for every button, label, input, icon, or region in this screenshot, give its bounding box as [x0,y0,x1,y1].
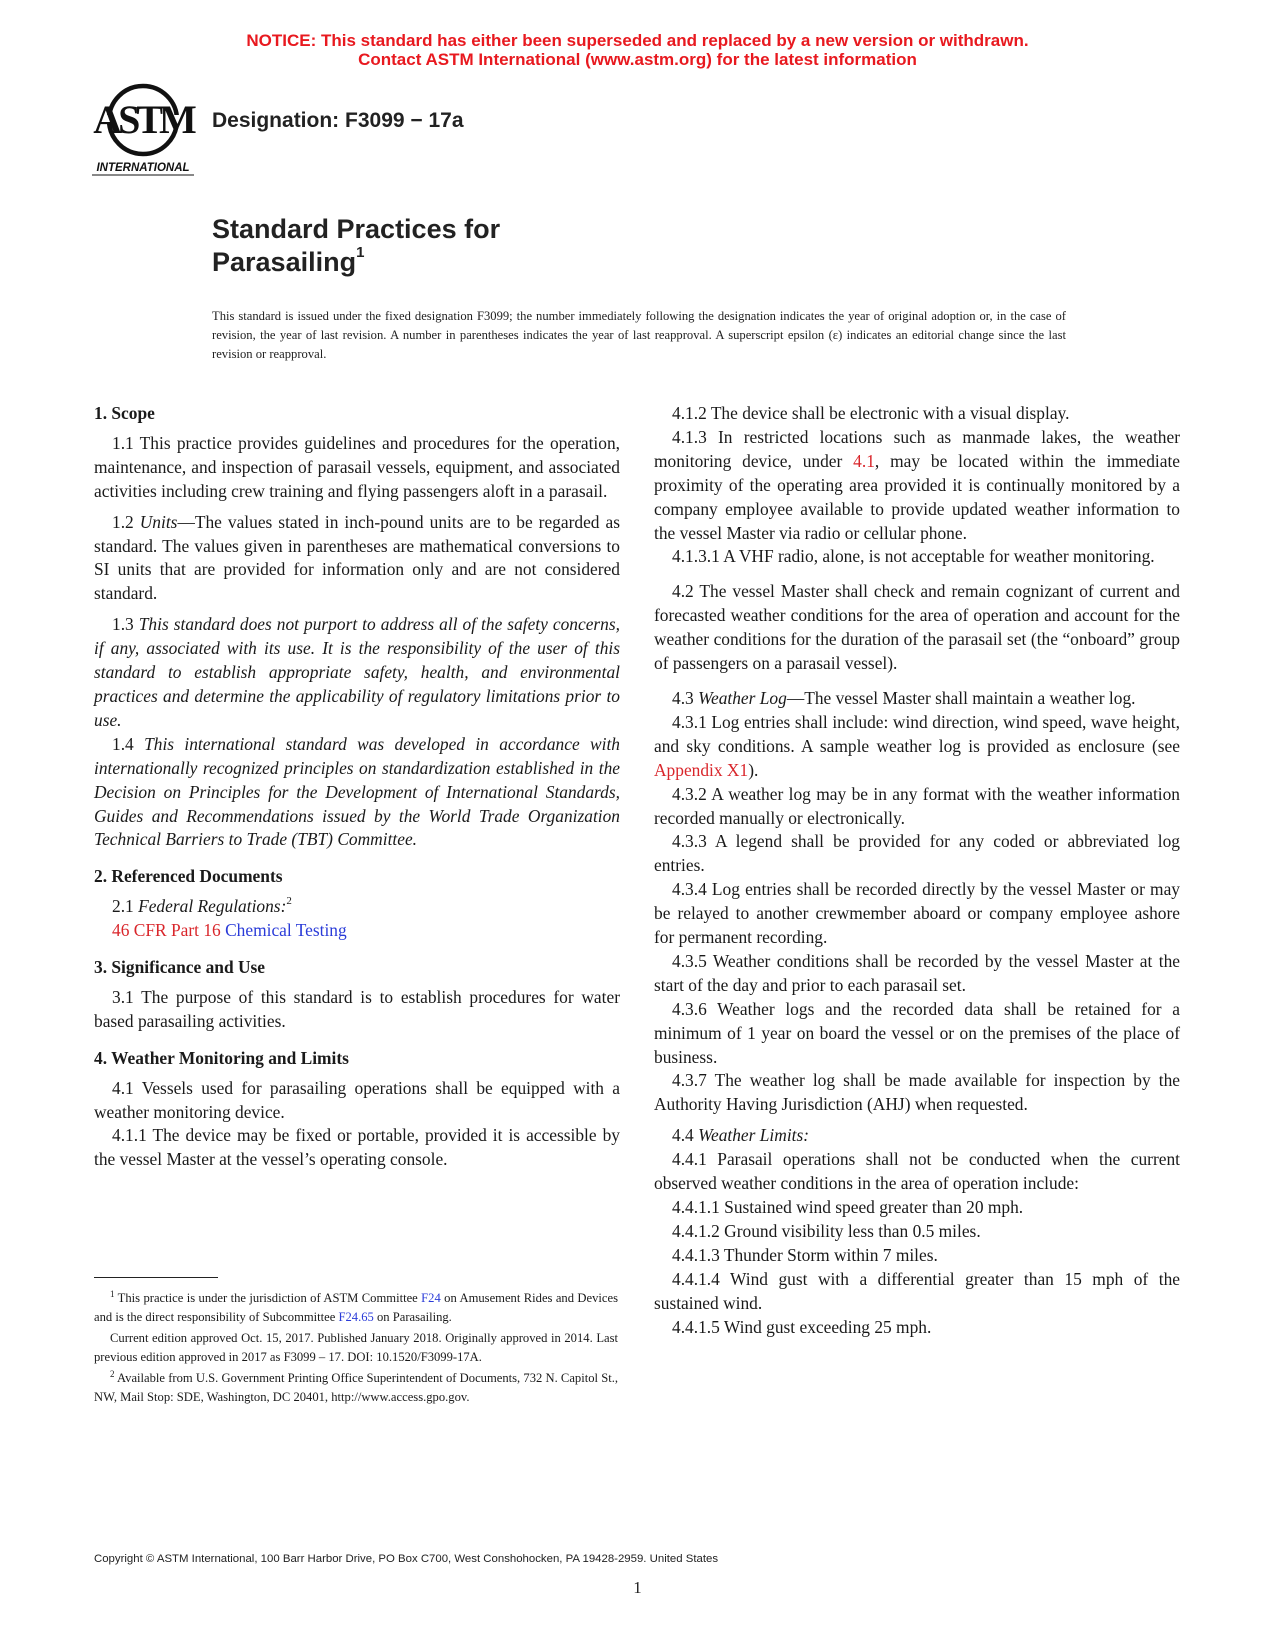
units-label: Units [139,511,178,532]
paragraph-4-3: 4.3 Weather Log—The vessel Master shall maintain a weather log. [672,687,1136,708]
title-footnote-mark[interactable]: 1 [356,244,365,261]
referenced-document-entry [94,919,620,943]
chemical-testing-link[interactable]: Chemical Testing [225,920,347,941]
section-heading-scope: 1. Scope [94,403,155,423]
section-heading-weather: 4. Weather Monitoring and Limits [94,1047,349,1068]
document-title [212,213,500,279]
paragraph-4-3-4: 4.3.4 Log entries shall be recorded directly by the vessel Master or may be relayed to another crewmember aboard or company employee ashore for permanent recording. [654,879,1180,948]
section-heading-significance: 3. Significance and Use [94,957,266,978]
paragraph-4-3-5: 4.3.5 Weather conditions shall be recorded by the vessel Master at the start of the day and prior to each parasail set. [654,950,1180,995]
edition-note: Current edition approved Oct. 15, 2017. Published January 2018. Originally approved in 2014. Last previous edition approved in 2017 as F3099 – 17. DOI: 10.1520/F3099-17A. [94,1331,618,1364]
paragraph-4-4: 4.4 Weather Limits: [672,1125,810,1146]
designation: Designation: F3099 − 17a [212,109,464,132]
astm-logo [86,82,200,180]
left-column [94,402,620,1172]
paragraph-4-4-1-1: 4.4.1.1 Sustained wind speed greater than 20 mph. [672,1197,1024,1217]
title-line-2 [212,246,500,279]
notice-line-1: NOTICE: This standard has either been superseded and replaced by a new version or withdrawn. [246,31,1029,50]
title-line-2-text: Parasailing [212,247,357,277]
paragraph-4-2: 4.2 The vessel Master shall check and remain cognizant of current and forecasted weather conditions for the area of operation and account for the weather conditions for the duration of the parasail set (the “onboard” group of passengers on a parasail vessel). [654,581,1180,674]
section-heading-referenced-documents: 2. Referenced Documents [94,866,283,887]
paragraph-1-3: 1.3 This standard does not purport to address all of the safety concerns, if any, associated with its use. It is the responsibility of the user of this standard to establish appropriate safety, health, and environmental practices and determine the applicability of regulatory limitations prior to use. [94,614,620,730]
paragraph-4-3-7: 4.3.7 The weather log shall be made available for inspection by the Authority Having Jurisdiction (AHJ) when requested. [654,1070,1180,1115]
footnote-mark-2[interactable]: 2 [286,895,292,908]
paragraph-4-4-1-5: 4.4.1.5 Wind gust exceeding 25 mph. [672,1316,932,1337]
paragraph-1-2: 1.2 Units—The values stated in inch-pound units are to be regarded as standard. The values given in parentheses are mathematical conversions to SI units that are provided for information only and are not considered standard. [94,511,620,604]
paragraph-4-3-2: 4.3.2 A weather log may be in any format with the weather information recorded manually or electronically. [654,783,1180,828]
paragraph-4-3-6: 4.3.6 Weather logs and the recorded data shall be retained for a minimum of 1 year on board the vessel or on the premises of the place of business. [654,998,1180,1067]
issuance-statement: This standard is issued under the fixed designation F3099; the number immediately following the designation indicates the year of original adoption or, in the case of revision, the year of last revision. A number in parentheses indicates the year of last reapproval. A superscript epsilon (ε) indicates an editorial change since the last revision or reapproval. [212,309,1066,361]
footnote-divider [94,1277,218,1278]
paragraph-4-3-3: 4.3.3 A legend shall be provided for any coded or abbreviated log entries. [654,831,1180,876]
withdrawal-notice [0,31,1275,69]
paragraph-4-4-1-2: 4.4.1.2 Ground visibility less than 0.5 miles. [672,1220,981,1241]
paragraph-1-1: 1.1 This practice provides guidelines and procedures for the operation, maintenance, and inspection of parasail vessels, equipment, and associated activities including crew training and flying passengers aloft in a parasail. [94,432,620,501]
subcommittee-f24-65-link[interactable]: F24.65 [338,1310,374,1324]
appendix-x1-link[interactable]: Appendix X1 [654,759,749,780]
cfr-link[interactable]: 46 CFR Part 16 [112,920,221,941]
paragraph-4-1: 4.1 Vessels used for parasailing operations shall be equipped with a weather monitoring device. [94,1077,620,1122]
section-4-1-link[interactable]: 4.1 [853,450,875,471]
right-column [654,402,1180,1339]
copyright-line: Copyright © ASTM International, 100 Barr Harbor Drive, PO Box C700, West Conshohocken, PA 19428-2959. United States [94,1553,719,1565]
paragraph-4-1-2: 4.1.2 The device shall be electronic with a visual display. [672,403,1070,423]
paragraph-4-3-1: 4.3.1 Log entries shall include: wind direction, wind speed, wave height, and sky conditions. A sample weather log is provided as enclosure (see Appendix X1). [654,711,1180,780]
paragraph-4-1-3: 4.1.3 In restricted locations such as manmade lakes, the weather monitoring device, under 4.1, may be located within the immediate proximity of the operating area provided it is continually monitored by a company employee available to provide updated weather information to the vessel Master via radio or cellular phone. [654,426,1180,543]
paragraph-4-4-1: 4.4.1 Parasail operations shall not be conducted when the current observed weather conditions in the area of operation include: [654,1149,1180,1194]
page-number: 1 [633,1578,642,1597]
committee-f24-link[interactable]: F24 [421,1291,441,1305]
footnotes [94,1289,618,1407]
footnote-1: $^1$ This practice is under the jurisdiction of ASTM Committee F24 on Amusement Rides and Devices and is the direct responsibility of Subcommittee F24.65 on Parasailing. [94,1289,618,1324]
logo-subtext: INTERNATIONAL [96,162,190,174]
paragraph-4-1-3-1: 4.1.3.1 A VHF radio, alone, is not acceptable for weather monitoring. [672,546,1155,567]
footnote-2: $^2$ Available from U.S. Government Printing Office Superintendent of Documents, 732 N. Capitol St., NW, Mail Stop: SDE, Washington, DC 20401, http://www.access.gpo.gov. [94,1369,618,1404]
title-line-1: Standard Practices for [212,214,501,244]
notice-line-2: Contact ASTM International (www.astm.org) for the latest information [358,50,917,69]
paragraph-3-1: 3.1 The purpose of this standard is to establish procedures for water based parasailing activities. [94,986,620,1031]
paragraph-2-1: 2.1 Federal Regulations:$^2$ [112,895,292,917]
logo-letters: ASTM [93,97,193,142]
paragraph-4-4-1-4: 4.4.1.4 Wind gust with a differential greater than 15 mph of the sustained wind. [654,1268,1180,1313]
paragraph-4-1-1: 4.1.1 The device may be fixed or portable, provided it is accessible by the vessel Master at the vessel’s operating console. [94,1125,620,1170]
paragraph-1-4: 1.4 This international standard was developed in accordance with internationally recognized principles on standardization established in the Decision on Principles for the Development of International Standards, Guides and Recommendations issued by the World Trade Organization Technical Barriers to Trade (TBT) Committee. [94,733,620,850]
paragraph-4-4-1-3: 4.4.1.3 Thunder Storm within 7 miles. [672,1244,938,1265]
